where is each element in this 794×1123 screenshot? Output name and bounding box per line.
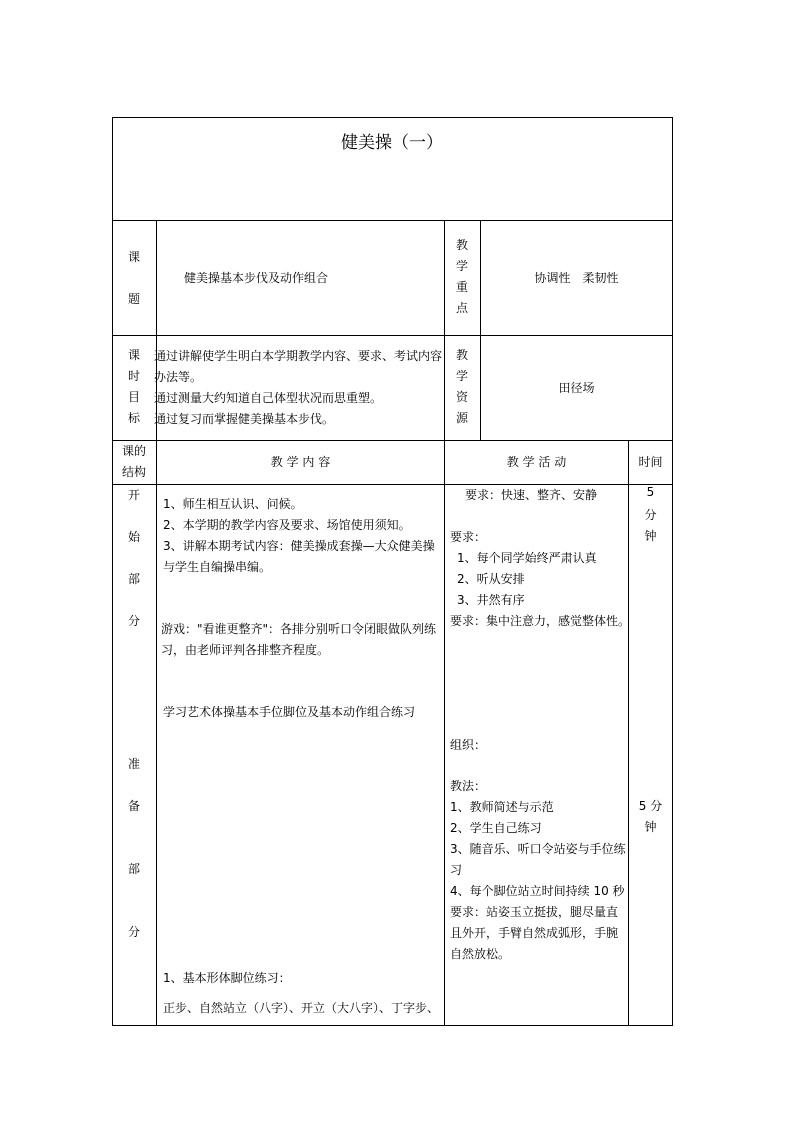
resource-label: 教 学 资 源: [455, 348, 468, 425]
col-divider-sublabel: [480, 220, 481, 441]
start-activity-3: 1、每个同学始终严肃认真: [457, 551, 597, 565]
start-activity-2: 要求：: [450, 530, 487, 544]
goal-line-4: 通过复习而掌握健美操基本步伐。: [154, 412, 335, 426]
prep-activity-6: 习: [450, 863, 463, 877]
prep-activity-4: 2、学生自己练习: [450, 821, 542, 835]
prep-activity-2: 教法：: [450, 779, 487, 793]
col-divider-label: [156, 220, 157, 1026]
table-border-bottom: [112, 1025, 673, 1026]
focus-value: 协调性 柔韧性: [534, 271, 619, 285]
start-content-4: 与学生自编操串编。: [163, 560, 272, 574]
focus-label: 教 学 重 点: [455, 238, 468, 315]
start-activity-4: 2、听从安排: [457, 572, 525, 586]
prep-activity-5: 3、随音乐、听口令站姿与手位练: [450, 842, 626, 856]
goal-line-2: 办法等。: [154, 370, 203, 384]
topic-value: 健美操基本步伐及动作组合: [184, 271, 329, 285]
prep-activity-8: 要求：站姿玉立挺拔，腿尽量直: [450, 905, 619, 919]
row-divider-title: [112, 220, 673, 221]
col-divider-content: [444, 220, 445, 1026]
table-border-right: [672, 117, 673, 1026]
goal-line-1: 通过讲解使学生明白本学期教学内容、要求、考试内容: [154, 349, 443, 363]
prep-content-2: 正步、自然站立（八字）、开立（大八字）、丁字步、: [163, 1001, 440, 1015]
prep-activity-9: 且外开，手臂自然成弧形，手腕: [450, 926, 619, 940]
start-time: 5 分 钟: [644, 485, 657, 543]
goal-line-3: 通过测量大约知道自己体型状况而思重塑。: [154, 391, 383, 405]
row-divider-topic: [112, 335, 673, 336]
header-activity: 教 学 活 动: [506, 455, 567, 469]
prep-activity-3: 1、教师简述与示范: [450, 800, 554, 814]
start-content-1: 1、师生相互认识、问候。: [163, 497, 303, 511]
row-divider-goal: [112, 440, 673, 441]
prep-time: 5 分 钟: [638, 799, 663, 834]
start-activity-6: 要求：集中注意力，感觉整体性。: [450, 614, 631, 628]
prep-section-label: 准 备 部 分: [127, 757, 140, 939]
header-time: 时间: [638, 455, 663, 469]
game-line-2: 习，由老师评判各排整齐程度。: [161, 643, 330, 657]
start-activity-1: 要求：快速、整齐、安静: [465, 488, 598, 502]
goal-label: 课 时 目 标: [127, 348, 140, 425]
prep-activity-10: 自然放松。: [450, 947, 511, 961]
start-content-3: 3、讲解本期考试内容：健美操成套操—大众健美操: [163, 539, 435, 553]
prep-content-1: 1、基本形体脚位练习：: [163, 971, 291, 985]
resource-value: 田径场: [558, 381, 595, 395]
start-activity-5: 3、井然有序: [457, 593, 525, 607]
topic-label: 课 题: [127, 250, 140, 306]
game-line-1: 游戏："看谁更整齐"：各排分别听口令闭眼做队列练: [161, 622, 437, 636]
prep-activity-7: 4、每个脚位站立时间持续 10 秒: [450, 884, 625, 898]
header-content: 教 学 内 容: [270, 455, 331, 469]
page-title: 健美操（一）: [341, 133, 443, 153]
prep-activity-1: 组织：: [450, 738, 487, 752]
header-structure: 课的 结构: [121, 444, 146, 479]
prep-intro: 学习艺术体操基本手位脚位及基本动作组合练习: [163, 705, 416, 719]
start-content-2: 2、本学期的教学内容及要求、场馆使用须知。: [163, 518, 411, 532]
start-section-label: 开 始 部 分: [127, 488, 140, 628]
table-border-top: [112, 117, 673, 118]
